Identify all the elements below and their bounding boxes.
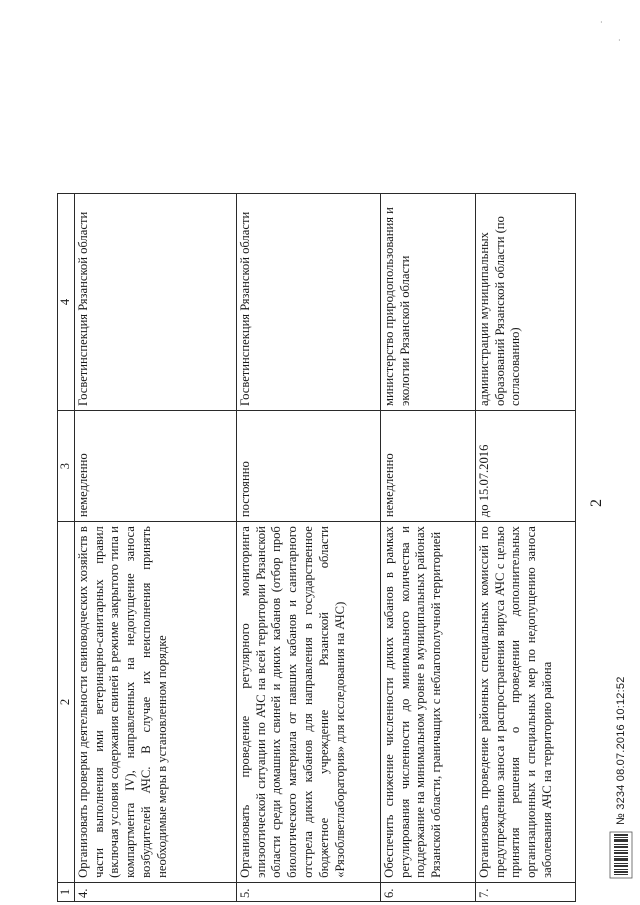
blank-column — [58, 17, 75, 193]
row-deadline: до 15.07.2016 — [475, 411, 575, 522]
blank-cell — [380, 17, 475, 193]
row-number: 7. — [475, 882, 575, 901]
blank-cell — [236, 17, 380, 193]
row-action: Организовать проверки деятельности свиноводческих хозяйств в части выполнения ими ветеринарно-санитарных правил (включая условия содержания свиней в режиме закрытого типа и компартмента IV), направленных на недопущение заноса возбудителей АЧС. В случае их неисполнения принять необходимые меры в установленном порядке — [74, 522, 236, 883]
row-action: Организовать проведение районных специальных комиссий по предупреждению заноса и распространения вируса АЧС с целью принятия решения о проведении дополнительных организационных и специальных мер по недопущению заноса заболевания АЧС на территорию района — [475, 522, 575, 883]
row-number: 5. — [236, 882, 380, 901]
table-row — [475, 17, 575, 902]
blank-cell — [475, 17, 575, 193]
measures-table — [57, 17, 576, 902]
table-header-row — [58, 17, 75, 902]
row-responsible: министерство природопользования и экологии Рязанской области — [380, 193, 475, 410]
stamp-text: № 3234 08.07.2016 10:12:52 — [615, 676, 627, 825]
row-responsible: администрации муниципальных образований Рязанской области (по согласованию) — [475, 193, 575, 410]
row-number: 6. — [380, 882, 475, 901]
row-deadline: постоянно — [236, 411, 380, 522]
blank-cell — [74, 17, 236, 193]
row-deadline: немедленно — [74, 411, 236, 522]
row-responsible: Госветинспекция Рязанской области — [74, 193, 236, 410]
header-col-1: 1 — [58, 882, 75, 901]
table-row — [236, 17, 380, 902]
speck-mark: · — [618, 36, 621, 45]
registration-stamp — [608, 676, 634, 879]
row-action: Обеспечить снижение численности диких кабанов в рамках регулирования численности до минимального количества и поддержание на минимальном уровне в муниципальных районах Рязанской области, граничащих с неблагополучной территорией — [380, 522, 475, 883]
header-col-2: 2 — [58, 522, 75, 883]
row-deadline: немедленно — [380, 411, 475, 522]
barcode-seal-icon — [608, 831, 634, 879]
speck-mark: · — [600, 18, 603, 27]
row-action: Организовать проведение регулярного мониторинга эпизоотической ситуации по АЧС на всей территории Рязанской области среди домашних свиней и диких кабанов (отбор проб биологического материала от павших кабанов и санитарного отстрела диких кабанов для направления в государственное бюджетное учреждение Рязанской области «Рязоблветлаборатория» для исследования на АЧС) — [236, 522, 380, 883]
table-row — [74, 17, 236, 902]
page-number: 2 — [588, 499, 605, 507]
row-responsible: Госветинспекция Рязанской области — [236, 193, 380, 410]
row-number: 4. — [74, 882, 236, 901]
table-row — [380, 17, 475, 902]
header-col-4: 4 — [58, 193, 75, 410]
header-col-3: 3 — [58, 411, 75, 522]
